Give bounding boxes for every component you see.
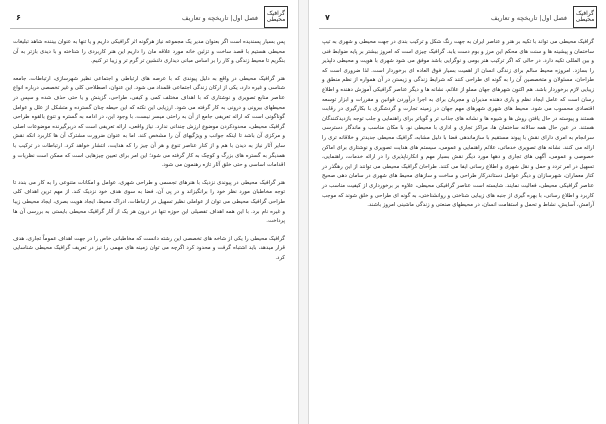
paragraph: پس بسیار پسندیده است اگر بعنوان مدیر یک مجموعه نیاز هرگونه اثر گرافیکی داریم و یا تنها به عنوان بیننده شاهد تبلیغات محیطی هستیم با قصد ساخت و تزئین خانه مورد علاقه مان را داریم این هنر کاربردی را شناخته و با دیدی بازتر به آن بنگریم تا محیط زندگی و کار را بر اساس مبانی دیداری دلنشین تر گرم تر و زیبا تر کنیم. xyxy=(13,39,285,65)
paragraph: گرافیک محیطی را یکی از شاخه های تخصصی این رشته دانست که مخاطبانی خاص را در جهت اهداف عموماً تجاری، هدف قرار میدهد، باید اشتباه گرفت و محدود کرد اگرچه می توان زمینه های مهمی را نیز در تعریف گرافیک محیطی شناسایی کرد. xyxy=(13,235,285,261)
page-body xyxy=(322,38,594,418)
page-body xyxy=(13,38,285,418)
paragraph: هنر گرافیک محیطی در پیوندی نزدیک با هنرهای تجسمی و طراحی شهری، عوامل و امکانات متنوعی را به کار می بندد تا توجه مخاطبان مورد نظر خود را برانگیزاند و در پی آن، فضا به سوی هدف خود نزدیک کند. از مهم ترین اهداف کلی طراحی گرافیک محیطی می توان از عواملی نظیر تسهیل در ارتباطات، ادراک محیط، ایجاد هویت بصری، ایجاد محیطی زیبا و غیره نام برد. با این همه اهداف تفصیلی این حوزه تنها در درون هر یک از آثار گرافیک محیطی بایستی به بررسی آن ها پرداخت. xyxy=(13,179,285,225)
paragraph: هنر گرافیک محیطی در واقع به دلیل پیوندی که با عرصه های ارتباطی و اجتماعی نظیر شهرسازی، ارتباطات، جامعه شناسی و غیره دارد، یکی از ارکان زندگی اجتماعی قلمداد می شود. این عنوان، اصطلاحی کلی و غیر تخصصی درباره انواع عناصر منابع تصویری و نوشتاری که با اهداف مختلف کمی و کیفی، طراحی، گزینش و یا حتی حذف شده و سپس در محیطهای بیرونی و درونی به کار گرفته می شود. ارزیابی این نکته که این حیطه چنان گسترده و متشکل از علل و عوامل گوناگونی است که ارائه تعریفی جامع از آن به راحتی میسر نیست، با وجود این، در ادامه به گستره و تنوع بالقوه طراحی گرافیک محیطی، محدودکردن موضوع ارزش چندانی ندارد. نیاز واقعی، ارائه تعریفی است که دربرگیرنده موضوعات اصلی و مرکزی آن باشد تا اینکه جوانب و ویژگیهای آن را مشخص کند. اما به عنوان ضرورت مشترک آن ها کاربرد انکه نقش سایر آثار نیاز به دیدن با هم و از کنار عناصر تنوع و هر آن چیز را که هدایت، انتشار خواهد کرد. ارتباطات در ترکیب با همدیگر به گستره های بزرگ و کوچک به کار گرفته می شود؛ این امر برای تعیین چیزهایی است که ممکن است نظریات و اقدامات اساسی و حتی خلق آثار تازه رهنمون می شود. xyxy=(13,75,285,169)
chapter-title: فصل اول| تاریخچه و تعاریف xyxy=(181,14,258,22)
header-rule xyxy=(319,28,597,29)
paragraph: گرافیک محیطی می تواند با تکیه بر هنر و عناصر ایران به جهت رنگ شکل و ترکیب بندی در جهت محیطی و شهری به تیپ ساختمان و پیشینه ها و سنت های محکم این مرز و بوم دست یابد. گرافیک چیزی است که امروز بیشتر بر پایه ضوابط فنی و بین المللی تکیه دارد. در حالی که اگر ترکیب هنر بومی و نوگرایی باشد موفق می شود شهری با هویت و محیطی دلپذیر را بسازد. امروزه محیط سالم برای زندگی انسان از اهمیت بسیار فوق العاده ای برخوردار است. لذا ضروری است که طراحان، مسئولان و متخصصین آن را به گونه ای طراحی کنند که شرایط زندگی و زیستن در آن همواره از نظم منطق و زیبایی لازم برخوردار باشد. هم اکنون شهرهای جهان مملو از علائم، نشانه ها و دیگر عناصر گرافیکی آموزش دهنده و اطلاع رسان است که عامل ایجاد نظم و یاری دهنده مدیران و مجریان برای به اجرا درآوردن قوانین و مقررات و ابزار توسعه اقتصادی محسوب می شود. محیط های شهری شهرهای مهم جهان در زمینه تجارت و گردشگری با بکارگیری در رقابت هستند و پیوسته در حال یافتن روش ها و شیوه ها و نشانه های جذاب تر و گویاتر برای راهنمایی و جلب توجه بازدیدکنندگان هستند. در عین حال همه سالانه ساختمان ها، مراکز تجاری و اداری با محیطی نو، با مکان مناسب و ماندگار دسترسی سرانجام به امری دارای نقش با پیوند مستقیم با سازماندهی فضا با دلیل مشابه، گرافیک محیطی جدیدتر و خلاقانه تری را ارائه می کنند. نشانه های تصویری خدماتی، علائم راهنمایی و عمومی، سیستم های هدایت تصویری و نوشتاری برای اماکن خصوصی و عمومی، آگهی های تجاری و دهها مورد دیگر نقش بسیار مهم و انکارناپذیری را در ارائه خدمات، راهنمایی، تسهیل در امر تردد و حمل و نقل شهری و اطلاع رسانی ایفا می کنند. طراحان گرافیک محیطی می توانند از این رهگذر در کنار معماران، شهرسازان و دیگر عوامل دستاندرکار طراحی و ساخت و سازهای محیط های شهری در سامان دهی صحیح عناصر گرافیکی محیطی، فعالیت نمایند. شایسته است عناصر گرافیکی محیطی، علاوه بر برخورداری از کیفیت مناسب در کاربرد و اطلاع رسانی، با بهره گیری از جنبه های زیبایی شناختی و روانشناختی، به گونه ای طراحی و خلق شوند که موجب آرامش، آسایش، نشاط و تحمل و استقامت انسان، در محیطهای صنعتی و زندگی ماشینی امروز باشند. xyxy=(322,39,594,209)
book-logo: گرافیک محیطی xyxy=(573,6,597,28)
chapter-title: فصل اول| تاریخچه و تعاریف xyxy=(490,14,567,22)
page-number: ۶ xyxy=(16,13,21,22)
right-page xyxy=(308,0,606,424)
page-number: ۷ xyxy=(325,13,330,22)
header-rule xyxy=(10,28,288,29)
left-page xyxy=(0,0,299,424)
book-logo: گرافیک محیطی xyxy=(264,6,288,28)
